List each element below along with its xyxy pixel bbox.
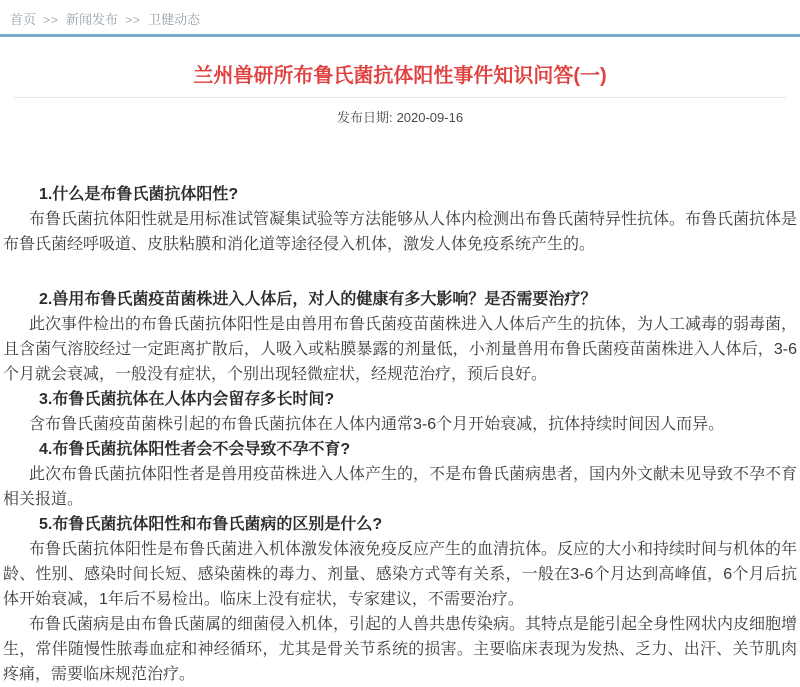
article-body <box>0 182 800 687</box>
qa-section-2 <box>3 287 797 387</box>
accent-bar <box>0 34 800 37</box>
publish-date <box>0 107 800 126</box>
question-heading-2: 2.兽用布鲁氏菌疫苗菌株进入人体后，对人的健康有多大影响？是否需要治疗？ <box>39 291 597 308</box>
page-title: 兰州兽研所布鲁氏菌抗体阳性事件知识问答(一) <box>193 65 607 87</box>
breadcrumb-item-home[interactable]: 首页 <box>10 12 37 27</box>
publish-date-label: 发布日期: <box>336 110 393 125</box>
answer-paragraph: 含布鲁氏菌疫苗菌株引起的布鲁氏菌抗体在人体内通常3-6个月开始衰减，抗体持续时间因人而异。 <box>29 416 725 433</box>
qa-section-4 <box>3 437 797 512</box>
breadcrumb-item-health-news[interactable]: 卫健动态 <box>148 12 201 27</box>
answer-paragraph: 布鲁氏菌病是由布鲁氏菌属的细菌侵入机体，引起的人兽共患传染病。其特点是能引起全身性网状内皮细胞增生，常伴随慢性脓毒血症和神经循环，尤其是骨关节系统的损害。主要临床表现为发热、乏力、出汗、关节肌肉疼痛，需要临床规范治疗。 <box>3 616 798 683</box>
answer-paragraph: 布鲁氏菌抗体阳性就是用标准试管凝集试验等方法能够从人体内检测出布鲁氏菌特异性抗体。布鲁氏菌抗体是布鲁氏菌经呼吸道、皮肤粘膜和消化道等途径侵入机体，激发人体免疫系统产生的。 <box>3 211 798 253</box>
question-heading-4: 4.布鲁氏菌抗体阳性者会不会导致不孕不育? <box>39 441 351 458</box>
breadcrumb <box>0 0 800 34</box>
answer-paragraph: 布鲁氏菌抗体阳性是布鲁氏菌进入机体激发体液免疫反应产生的血清抗体。反应的大小和持续时间与机体的年龄、性别、感染时间长短、感染菌株的毒力、剂量、感染方式等有关系，一般在3-6个月达到高峰值，6个月后抗体开始衰减，1年后不易检出。临床上没有症状，专家建议，不需要治疗。 <box>3 541 798 608</box>
question-heading-5: 5.布鲁氏菌抗体阳性和布鲁氏菌病的区别是什么? <box>39 516 383 533</box>
qa-section-3 <box>3 387 797 437</box>
title-divider <box>14 97 786 98</box>
breadcrumb-item-news[interactable]: 新闻发布 <box>66 12 119 27</box>
answer-paragraph: 此次事件检出的布鲁氏菌抗体阳性是由兽用布鲁氏菌疫苗菌株进入人体后产生的抗体，为人工减毒的弱毒菌，且含菌气溶胶经过一定距离扩散后，人吸入或粘膜暴露的剂量低，小剂量兽用布鲁氏菌疫苗菌株进入人体后，3-6个月就会衰减，一般没有症状，个别出现轻微症状，经规范治疗，预后良好。 <box>3 316 798 383</box>
question-heading-3: 3.布鲁氏菌抗体在人体内会留存多长时间? <box>39 391 335 408</box>
publish-date-value: 2020-09-16 <box>396 110 464 125</box>
qa-section-5 <box>3 512 797 687</box>
qa-section-1 <box>3 182 797 257</box>
breadcrumb-separator: >> <box>125 13 142 27</box>
answer-paragraph: 此次布鲁氏菌抗体阳性者是兽用疫苗株进入人体产生的，不是布鲁氏菌病患者，国内外文献未见导致不孕不育相关报道。 <box>3 466 798 508</box>
breadcrumb-separator: >> <box>43 13 60 27</box>
question-heading-1: 1.什么是布鲁氏菌抗体阳性? <box>39 186 239 203</box>
